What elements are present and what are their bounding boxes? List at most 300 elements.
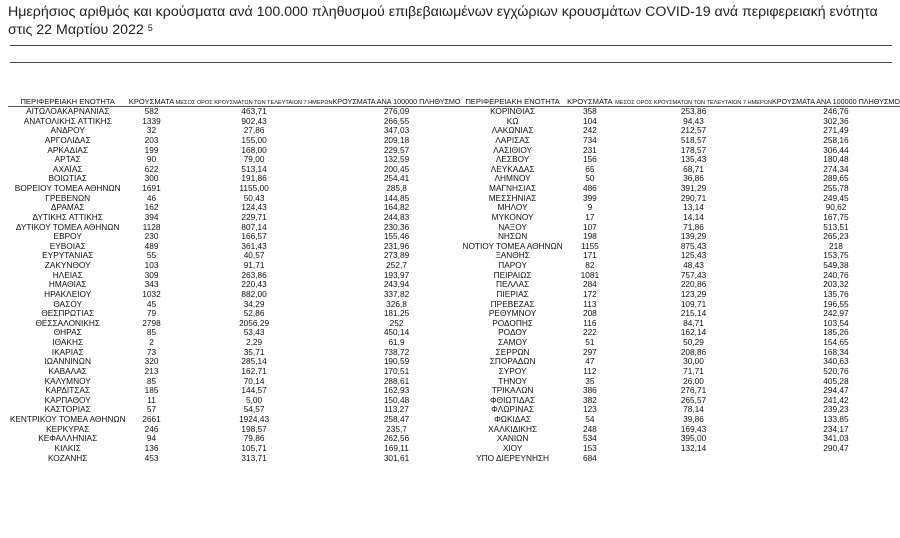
region-cell: ΦΛΩΡΙΝΑΣ xyxy=(491,405,535,415)
per100k-cell: 103,54 xyxy=(823,318,849,328)
region-cell: ΗΛΕΙΑΣ xyxy=(52,270,83,280)
cases-cell: 300 xyxy=(144,174,159,184)
per100k-cell: 229,57 xyxy=(383,145,410,155)
region-cell: ΣΥΡΟΥ xyxy=(498,366,527,376)
cases-cell: 2798 xyxy=(142,318,161,328)
avg7-cell: 79,00 xyxy=(243,155,265,165)
table-row xyxy=(8,425,900,435)
avg7-cell: 513,14 xyxy=(241,164,267,174)
cases-cell: 32 xyxy=(146,126,157,136)
per100k-cell: 167,75 xyxy=(823,212,849,222)
cases-cell: 358 xyxy=(565,107,615,117)
region-cell: ΜΕΣΣΗΝΙΑΣ xyxy=(488,193,537,203)
cases-cell: 486 xyxy=(582,184,597,193)
cases-cell: 284 xyxy=(582,280,597,290)
cases-cell: 582 xyxy=(127,107,175,117)
avg7-cell: 123,29 xyxy=(680,289,707,299)
avg7-cell: 229,71 xyxy=(241,212,267,222)
table-row xyxy=(8,434,900,444)
region-cell: ΛΗΜΝΟΥ xyxy=(494,174,531,184)
cases-cell: 51 xyxy=(585,338,595,347)
region-cell: ΚΑΛΥΜΝΟΥ xyxy=(44,376,91,386)
avg7-cell: 875,43 xyxy=(680,241,707,251)
per100k-cell: 326,8 xyxy=(386,299,407,309)
avg7-cell: 285,14 xyxy=(241,357,267,367)
avg7-cell: 882,00 xyxy=(241,289,267,299)
region-cell: ΠΕΛΛΑΣ xyxy=(495,280,530,290)
region-cell: ΚΟΖΑΝΗΣ xyxy=(47,453,88,463)
table-row xyxy=(8,271,900,281)
cases-cell: 382 xyxy=(582,395,597,405)
avg7-cell: 125,43 xyxy=(680,251,707,261)
region-cell: ΔΥΤΙΚΗΣ ΑΤΤΙΚΗΣ xyxy=(32,212,103,222)
cases-cell: 248 xyxy=(582,424,597,434)
table-row xyxy=(8,223,900,233)
region-cell: ΛΑΚΩΝΙΑΣ xyxy=(491,126,534,136)
cases-cell: 222 xyxy=(582,328,597,338)
region-cell: ΦΩΚΙΔΑΣ xyxy=(494,415,532,424)
table-row xyxy=(8,261,900,271)
cases-cell: 2 xyxy=(149,338,154,347)
avg7-cell: 40,57 xyxy=(243,251,265,261)
cases-cell: 104 xyxy=(582,116,597,126)
avg7-cell: 155,00 xyxy=(241,135,267,145)
per100k-cell: 266,55 xyxy=(383,116,410,126)
cases-cell: 386 xyxy=(582,386,597,396)
per100k-cell: 231,96 xyxy=(383,241,410,251)
region-cell: ΡΟΔΟΠΗΣ xyxy=(492,318,533,328)
region-cell: ΝΑΞΟΥ xyxy=(498,222,527,232)
cases-cell: 57 xyxy=(146,405,157,415)
per100k-cell: 252 xyxy=(389,318,404,328)
cases-cell: 55 xyxy=(146,251,157,261)
per100k-cell: 340,63 xyxy=(823,357,849,367)
per100k-cell: 276,09 xyxy=(333,107,461,117)
cases-cell: 1155 xyxy=(580,241,599,251)
cases-cell: 136 xyxy=(144,443,159,453)
region-cell: ΚΑΡΠΑΘΟΥ xyxy=(44,395,91,405)
region-cell: ΘΕΣΣΑΛΟΝΙΚΗΣ xyxy=(35,318,100,328)
avg7-cell: 50,43 xyxy=(243,193,265,203)
table-row xyxy=(8,155,900,165)
region-cell: ΣΠΟΡΑΔΩΝ xyxy=(489,357,536,367)
avg7-cell: 54,57 xyxy=(243,405,265,415)
region-cell: ΞΑΝΘΗΣ xyxy=(495,251,530,261)
table-row xyxy=(8,348,900,358)
region-cell: ΡΟΔΟΥ xyxy=(498,328,528,338)
header-cases: ΚΡΟΥΣΜΑΤΑ xyxy=(128,97,175,106)
avg7-cell: 198,57 xyxy=(241,424,267,434)
avg7-cell: 109,71 xyxy=(680,299,707,309)
per100k-cell: 244,83 xyxy=(383,212,410,222)
per100k-cell: 162,93 xyxy=(383,386,410,396)
cases-cell: 185 xyxy=(144,386,159,396)
region-cell: ΜΥΚΟΝΟΥ xyxy=(491,212,534,222)
cases-cell: 116 xyxy=(583,318,597,328)
region-cell: ΙΘΑΚΗΣ xyxy=(52,338,84,347)
region-cell: ΧΑΝΙΩΝ xyxy=(496,434,529,444)
cases-cell: 297 xyxy=(582,347,597,357)
avg7-cell: 14,14 xyxy=(683,212,704,222)
cases-cell: 320 xyxy=(144,357,159,367)
cases-cell: 45 xyxy=(146,299,157,309)
per100k-cell: 61,9 xyxy=(388,338,405,347)
region-cell: ΙΩΑΝΝΙΝΩΝ xyxy=(44,357,91,367)
region-cell: ΑΝΑΤΟΛΙΚΗΣ ΑΤΤΙΚΗΣ xyxy=(23,116,112,126)
table-row xyxy=(8,251,900,261)
header-avg7: ΜΕΣΟΣ ΟΡΟΣ ΚΡΟΥΣΜΑΤΩΝ ΤΩΝ ΤΕΛΕΥΤΑΙΩΝ 7 ΗΜΕΡΩΝ xyxy=(175,99,333,106)
region-cell: ΚΑΒΑΛΑΣ xyxy=(48,366,87,376)
per100k-cell: 209,18 xyxy=(383,135,410,145)
table-row xyxy=(8,107,900,117)
region-cell: ΚΩ xyxy=(506,116,519,126)
header-region: ΠΕΡΙΦΕΡΕΙΑΚΗ ΕΝΟΤΗΤΑ xyxy=(465,97,560,106)
top-divider xyxy=(10,45,892,46)
per100k-cell: 549,38 xyxy=(823,261,849,270)
cases-cell: 198 xyxy=(582,232,597,242)
cases-cell: 1032 xyxy=(142,289,161,299)
per100k-cell: 258,16 xyxy=(823,135,849,145)
per100k-cell: 246,76 xyxy=(772,107,900,117)
avg7-cell: 208,86 xyxy=(680,347,707,357)
table-row xyxy=(8,367,900,377)
table-header-row xyxy=(8,82,900,107)
document-title xyxy=(8,3,888,39)
cases-cell: 684 xyxy=(582,453,597,463)
region-cell: ΑΙΤΩΛΟΑΚΑΡΝΑΝΙΑΣ xyxy=(8,107,127,117)
header-avg7: ΜΕΣΟΣ ΟΡΟΣ ΚΡΟΥΣΜΑΤΩΝ ΤΩΝ ΤΕΛΕΥΤΑΙΩΝ 7 ΗΜΕΡΩΝ xyxy=(615,99,772,106)
avg7-cell: 518,57 xyxy=(680,135,707,145)
cases-cell: 230 xyxy=(144,232,159,242)
header-cases: ΚΡΟΥΣΜΑΤΑ xyxy=(567,97,613,106)
cases-cell: 103 xyxy=(144,261,159,270)
per100k-cell: 180,48 xyxy=(823,155,849,165)
avg7-cell: 463,71 xyxy=(176,107,333,117)
avg7-cell: 2056,29 xyxy=(239,318,270,328)
avg7-cell: 220,43 xyxy=(241,280,267,290)
per100k-cell: 185,26 xyxy=(823,328,849,338)
avg7-cell: 391,29 xyxy=(680,184,707,193)
per100k-cell: 306,44 xyxy=(823,145,849,155)
table-row xyxy=(8,405,900,415)
avg7-cell: 30,00 xyxy=(683,357,704,367)
cases-cell: 113 xyxy=(583,299,597,309)
per100k-cell: 154,65 xyxy=(823,338,849,347)
avg7-cell: 71,86 xyxy=(683,222,704,232)
region-cell: ΗΜΑΘΙΑΣ xyxy=(48,280,87,290)
per100k-cell: 271,49 xyxy=(823,126,849,136)
avg7-cell: 162,71 xyxy=(241,366,267,376)
cases-cell: 85 xyxy=(146,328,157,338)
region-cell: ΛΑΡΙΣΑΣ xyxy=(495,135,530,145)
per100k-cell: 520,76 xyxy=(823,366,849,376)
avg7-cell: 105,71 xyxy=(241,443,267,453)
region-cell: ΣΑΜΟΥ xyxy=(497,338,528,347)
per100k-cell: 218 xyxy=(829,241,843,251)
region-cell: ΣΕΡΡΩΝ xyxy=(495,347,530,357)
per100k-cell: 513,51 xyxy=(823,222,849,232)
table-row xyxy=(8,280,900,290)
table-row xyxy=(8,213,900,223)
avg7-cell: 212,57 xyxy=(680,126,707,136)
avg7-cell: 124,43 xyxy=(241,203,267,213)
cases-cell: 208 xyxy=(582,309,597,319)
per100k-cell: 262,56 xyxy=(383,434,410,444)
avg7-cell xyxy=(615,454,772,464)
table-row xyxy=(8,338,900,348)
per100k-cell: 90,62 xyxy=(825,203,847,213)
region-cell: ΧΑΛΚΙΔΙΚΗΣ xyxy=(488,424,538,434)
per100k-cell: 196,55 xyxy=(823,299,849,309)
region-cell: ΓΡΕΒΕΝΩΝ xyxy=(45,193,91,203)
per100k-cell: 258,47 xyxy=(383,415,410,424)
table-row xyxy=(8,357,900,367)
cases-cell: 1691 xyxy=(142,184,161,193)
per100k-cell: 203,32 xyxy=(823,280,849,290)
region-cell: ΘΗΡΑΣ xyxy=(53,328,82,338)
table-row xyxy=(8,165,900,175)
cases-cell: 94 xyxy=(146,434,157,444)
region-cell: ΛΕΣΒΟΥ xyxy=(495,155,530,165)
cases-cell: 231 xyxy=(582,145,597,155)
avg7-cell: 807,14 xyxy=(241,222,267,232)
cases-table xyxy=(8,82,900,463)
avg7-cell: 139,29 xyxy=(680,232,707,242)
header-region: ΠΕΡΙΦΕΡΕΙΑΚΗ ΕΝΟΤΗΤΑ xyxy=(20,97,115,106)
avg7-cell: 135,43 xyxy=(680,155,707,165)
per100k-cell: 337,82 xyxy=(383,289,410,299)
cases-cell: 2661 xyxy=(142,415,161,424)
table-row xyxy=(8,377,900,387)
avg7-cell: 34,29 xyxy=(243,299,265,309)
cases-cell: 171 xyxy=(582,251,597,261)
table-row xyxy=(8,232,900,242)
avg7-cell: 132,14 xyxy=(680,443,707,453)
cases-cell: 50 xyxy=(585,174,595,184)
table-row xyxy=(8,328,900,338)
avg7-cell: 79,86 xyxy=(243,434,265,444)
region-cell: ΕΒΡΟΥ xyxy=(53,232,82,242)
region-cell: ΚΑΡΔΙΤΣΑΣ xyxy=(45,386,91,396)
table-row xyxy=(8,203,900,213)
per100k-cell: 144,85 xyxy=(383,193,410,203)
avg7-cell: 220,86 xyxy=(680,280,707,290)
table-row xyxy=(8,444,900,454)
avg7-cell: 1924,43 xyxy=(239,415,270,424)
cases-cell: 199 xyxy=(144,145,159,155)
table-row xyxy=(8,242,900,252)
region-cell: ΤΡΙΚΑΛΩΝ xyxy=(491,386,534,396)
avg7-cell: 290,71 xyxy=(680,193,707,203)
cases-cell: 213 xyxy=(144,366,159,376)
cases-cell: 35 xyxy=(585,376,595,386)
table-row xyxy=(8,174,900,184)
per100k-cell: 243,94 xyxy=(383,280,410,290)
cases-cell: 73 xyxy=(146,347,157,357)
title-text: Ημερήσιος αριθμός και κρούσματα ανά 100.000 πληθυσμού επιβεβαιωμένων εγχώριων κρουσμάτων COVID-19 ανά περιφερειακή ενότητα στις 22 Μαρτίου 2022 xyxy=(8,4,878,38)
region-cell: ΒΟΡΕΙΟΥ ΤΟΜΕΑ ΑΘΗΝΩΝ xyxy=(14,184,121,193)
per100k-cell: 288,61 xyxy=(383,376,410,386)
cases-cell: 9 xyxy=(587,203,593,213)
cases-cell: 343 xyxy=(144,280,159,290)
region-cell: ΘΑΣΟΥ xyxy=(53,299,83,309)
cases-cell: 54 xyxy=(585,415,595,424)
per100k-cell: 169,11 xyxy=(384,443,409,453)
per100k-cell: 265,23 xyxy=(823,232,849,242)
table-row xyxy=(8,386,900,396)
cases-cell: 534 xyxy=(582,434,597,444)
region-cell: ΔΥΤΙΚΟΥ ΤΟΜΕΑ ΑΘΗΝΩΝ xyxy=(15,222,120,232)
per100k-cell: 132,59 xyxy=(383,155,410,165)
region-cell: ΜΑΓΝΗΣΙΑΣ xyxy=(489,184,537,193)
per100k-cell: 153,75 xyxy=(823,251,849,261)
avg7-cell: 5,00 xyxy=(245,395,263,405)
per100k-cell: 241,42 xyxy=(823,395,849,405)
header-per100k: ΚΡΟΥΣΜΑΤΑ ΑΝΑ 100000 ΠΛΗΘΥΣΜΟ xyxy=(332,97,461,106)
avg7-cell: 215,14 xyxy=(680,309,707,319)
region-cell: ΚΕΝΤΡΙΚΟΥ ΤΟΜΕΑ ΑΘΗΝΩΝ xyxy=(9,415,126,424)
avg7-cell: 94,43 xyxy=(683,116,704,126)
per100k-cell: 405,28 xyxy=(823,376,849,386)
per100k-cell: 242,97 xyxy=(823,309,849,319)
region-cell: ΥΠΟ ΔΙΕΡΕΥΝΗΣΗ xyxy=(476,453,550,463)
cases-cell: 79 xyxy=(146,309,157,319)
region-cell: ΜΗΛΟΥ xyxy=(497,203,528,213)
avg7-cell: 78,14 xyxy=(683,405,704,415)
cases-cell: 47 xyxy=(585,357,595,367)
per100k-cell: 255,78 xyxy=(823,184,849,193)
region-cell: ΑΡΓΟΛΙΔΑΣ xyxy=(44,135,91,145)
avg7-cell: 162,14 xyxy=(680,328,707,338)
avg7-cell: 166,57 xyxy=(241,232,267,242)
region-cell: ΦΘΙΩΤΙΔΑΣ xyxy=(490,395,536,405)
cases-cell: 394 xyxy=(144,212,159,222)
cases-cell: 622 xyxy=(144,164,159,174)
second-divider xyxy=(10,62,892,63)
avg7-cell: 395,00 xyxy=(680,434,707,444)
cases-cell: 46 xyxy=(146,193,157,203)
region-cell: ΚΕΦΑΛΛΗΝΙΑΣ xyxy=(38,434,98,444)
avg7-cell: 2,29 xyxy=(245,338,263,347)
avg7-cell: 27,86 xyxy=(243,126,265,136)
cases-cell: 90 xyxy=(146,155,157,165)
avg7-cell: 91,71 xyxy=(243,261,265,270)
per100k-cell: 254,41 xyxy=(383,174,410,184)
table-row xyxy=(8,184,900,194)
cases-cell: 734 xyxy=(582,135,597,145)
avg7-cell: 276,71 xyxy=(680,386,707,396)
per100k-cell: 252,7 xyxy=(386,261,407,270)
cases-cell: 172 xyxy=(582,289,597,299)
table-row xyxy=(8,300,900,310)
cases-cell: 489 xyxy=(144,241,159,251)
region-cell: ΒΟΙΩΤΙΑΣ xyxy=(48,174,87,184)
per100k-cell: 302,36 xyxy=(823,116,849,126)
per100k-cell: 450,14 xyxy=(383,328,410,338)
region-cell: ΑΝΔΡΟΥ xyxy=(50,126,85,136)
table-row xyxy=(8,136,900,146)
per100k-cell: 200,45 xyxy=(383,164,410,174)
per100k-cell: 249,45 xyxy=(823,193,849,203)
cases-cell: 82 xyxy=(585,261,595,270)
region-cell: ΖΑΚΥΝΘΟΥ xyxy=(44,261,91,270)
region-cell: ΤΗΝΟΥ xyxy=(498,376,527,386)
per100k-cell: 164,82 xyxy=(383,203,410,213)
cases-cell: 453 xyxy=(144,453,159,463)
cases-cell: 309 xyxy=(144,270,159,280)
region-cell: ΔΡΑΜΑΣ xyxy=(50,203,85,213)
per100k-cell: 234,17 xyxy=(823,424,849,434)
table-row xyxy=(8,126,900,136)
per100k-cell: 235,7 xyxy=(386,424,407,434)
per100k-cell: 170,51 xyxy=(383,366,410,376)
avg7-cell: 169,43 xyxy=(680,424,707,434)
per100k-cell: 341,03 xyxy=(823,434,849,444)
avg7-cell: 902,43 xyxy=(241,116,267,126)
avg7-cell: 757,43 xyxy=(680,270,707,280)
region-cell: ΕΥΒΟΙΑΣ xyxy=(49,241,86,251)
region-cell: ΠΡΕΒΕΖΑΣ xyxy=(490,299,535,309)
cases-cell: 162 xyxy=(144,203,159,213)
avg7-cell: 70,14 xyxy=(243,376,265,386)
per100k-cell: 230,36 xyxy=(383,222,410,232)
cases-cell: 11 xyxy=(147,395,156,405)
cases-cell: 17 xyxy=(585,212,595,222)
region-cell: ΘΕΣΠΡΩΤΙΑΣ xyxy=(41,309,95,319)
avg7-cell: 50,29 xyxy=(683,338,704,347)
avg7-cell: 168,00 xyxy=(241,145,267,155)
avg7-cell: 178,57 xyxy=(680,145,707,155)
cases-cell: 242 xyxy=(582,126,597,136)
per100k-cell: 274,34 xyxy=(823,164,849,174)
avg7-cell: 35,71 xyxy=(243,347,265,357)
region-cell: ΙΚΑΡΙΑΣ xyxy=(51,347,84,357)
table-row xyxy=(8,319,900,329)
cases-cell: 203 xyxy=(144,135,159,145)
cases-cell: 156 xyxy=(582,155,597,165)
avg7-cell: 52,86 xyxy=(243,309,265,319)
avg7-cell: 265,57 xyxy=(680,395,707,405)
cases-cell: 153 xyxy=(582,443,597,453)
table-row xyxy=(8,290,900,300)
region-cell: ΝΗΣΩΝ xyxy=(497,232,528,242)
avg7-cell: 68,71 xyxy=(683,164,704,174)
avg7-cell: 191,86 xyxy=(241,174,267,184)
region-cell: ΗΡΑΚΛΕΙΟΥ xyxy=(44,289,92,299)
per100k-cell: 347,03 xyxy=(383,126,410,136)
cases-cell: 1339 xyxy=(142,116,161,126)
cases-cell: 1128 xyxy=(142,222,161,232)
per100k-cell: 239,23 xyxy=(823,405,849,415)
per100k-cell: 133,85 xyxy=(823,415,849,424)
cases-cell: 65 xyxy=(585,164,595,174)
cases-cell: 107 xyxy=(582,222,597,232)
avg7-cell: 361,43 xyxy=(241,241,267,251)
per100k-cell: 273,89 xyxy=(383,251,410,261)
avg7-cell: 1155,00 xyxy=(239,184,269,193)
cases-cell: 1081 xyxy=(580,270,600,280)
region-cell: ΚΕΡΚΥΡΑΣ xyxy=(46,424,90,434)
table-row xyxy=(8,415,900,425)
avg7-cell: 84,71 xyxy=(683,318,704,328)
avg7-cell: 39,86 xyxy=(683,415,704,424)
avg7-cell: 253,86 xyxy=(615,107,772,117)
table-row xyxy=(8,146,900,156)
region-cell: ΑΡΤΑΣ xyxy=(54,155,81,165)
per100k-cell: 155,46 xyxy=(383,232,410,242)
per100k-cell: 168,34 xyxy=(823,347,849,357)
per100k-cell: 290,47 xyxy=(823,443,849,453)
